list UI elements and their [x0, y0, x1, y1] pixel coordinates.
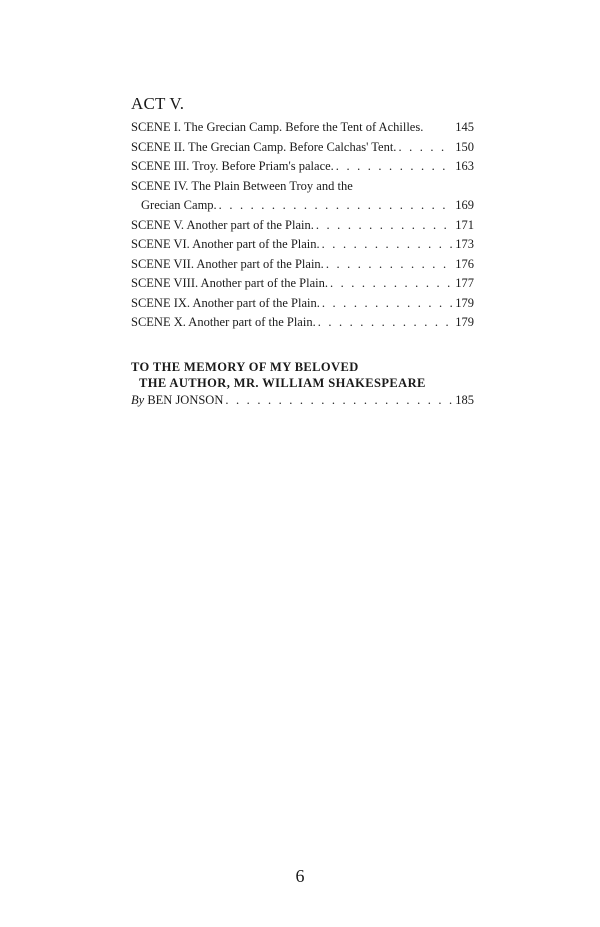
toc-entry-scene-4: [131, 177, 474, 216]
scene-page-number: 179: [455, 295, 474, 310]
toc-entry-scene-2: [131, 138, 474, 158]
scene-page-number: 150: [455, 139, 474, 154]
dot-leader: [322, 294, 452, 314]
toc-entry-scene-7: [131, 255, 474, 275]
toc-entry-scene-5: [131, 216, 474, 236]
scene-page-number: 171: [455, 217, 474, 232]
toc-entry-scene-10: [131, 313, 474, 333]
scene-page-number: 163: [455, 159, 474, 173]
page-number: 6: [295, 866, 305, 886]
memorial-heading-line1: TO THE MEMORY OF MY BELOVED: [131, 359, 359, 374]
scene-list: [131, 118, 474, 333]
memorial-heading: [131, 359, 474, 391]
scene-title: SCENE VIII. Another part of the Plain.: [131, 276, 328, 290]
scene-title: SCENE X. Another part of the Plain.: [131, 315, 316, 329]
scene-title: SCENE II. The Grecian Camp. Before Calchas' Tent.: [131, 139, 397, 154]
dot-leader: [225, 391, 452, 411]
scene-title-continuation: Grecian Camp.: [141, 198, 217, 212]
toc-entry-scene-8: [131, 274, 474, 294]
toc-entry-scene-1: [131, 118, 474, 138]
dot-leader: [330, 274, 452, 294]
memorial-attribution: [131, 391, 223, 411]
scene-title: SCENE VI. Another part of the Plain.: [131, 237, 320, 251]
toc-entry-scene-6: [131, 235, 474, 255]
memorial-heading-line2: THE AUTHOR, MR. WILLIAM SHAKESPEARE: [139, 375, 426, 390]
memorial-page-number: 185: [455, 392, 474, 407]
scene-page-number: 145: [455, 120, 474, 134]
author-name: BEN JONSON: [147, 392, 224, 407]
scene-page-number: 173: [455, 237, 474, 251]
dot-leader: [318, 313, 453, 333]
dot-leader: [336, 157, 452, 177]
scene-title: SCENE III. Troy. Before Priam's palace.: [131, 159, 334, 173]
scene-title: SCENE V. Another part of the Plain.: [131, 217, 314, 232]
table-of-contents: [131, 94, 474, 410]
scene-page-number: 176: [455, 256, 474, 271]
scene-title: SCENE VII. Another part of the Plain.: [131, 256, 324, 271]
dot-leader: [316, 216, 452, 236]
toc-entry-memorial: [131, 391, 474, 411]
act-heading: ACT V.: [131, 94, 185, 113]
dot-leader: [322, 235, 453, 255]
toc-entry-scene-3: [131, 157, 474, 177]
scene-title: SCENE I. The Grecian Camp. Before the Tent of Achilles.: [131, 120, 424, 134]
dot-leader: [219, 196, 453, 216]
dot-leader: [398, 138, 452, 158]
by-prefix: By: [131, 392, 145, 407]
scene-page-number: 177: [455, 276, 474, 290]
scene-page-number: 169: [455, 198, 474, 212]
scene-title: SCENE IX. Another part of the Plain.: [131, 295, 320, 310]
dot-leader: [326, 255, 452, 275]
toc-entry-scene-9: [131, 294, 474, 314]
scene-page-number: 179: [455, 315, 474, 329]
scene-title: SCENE IV. The Plain Between Troy and the: [131, 178, 353, 193]
